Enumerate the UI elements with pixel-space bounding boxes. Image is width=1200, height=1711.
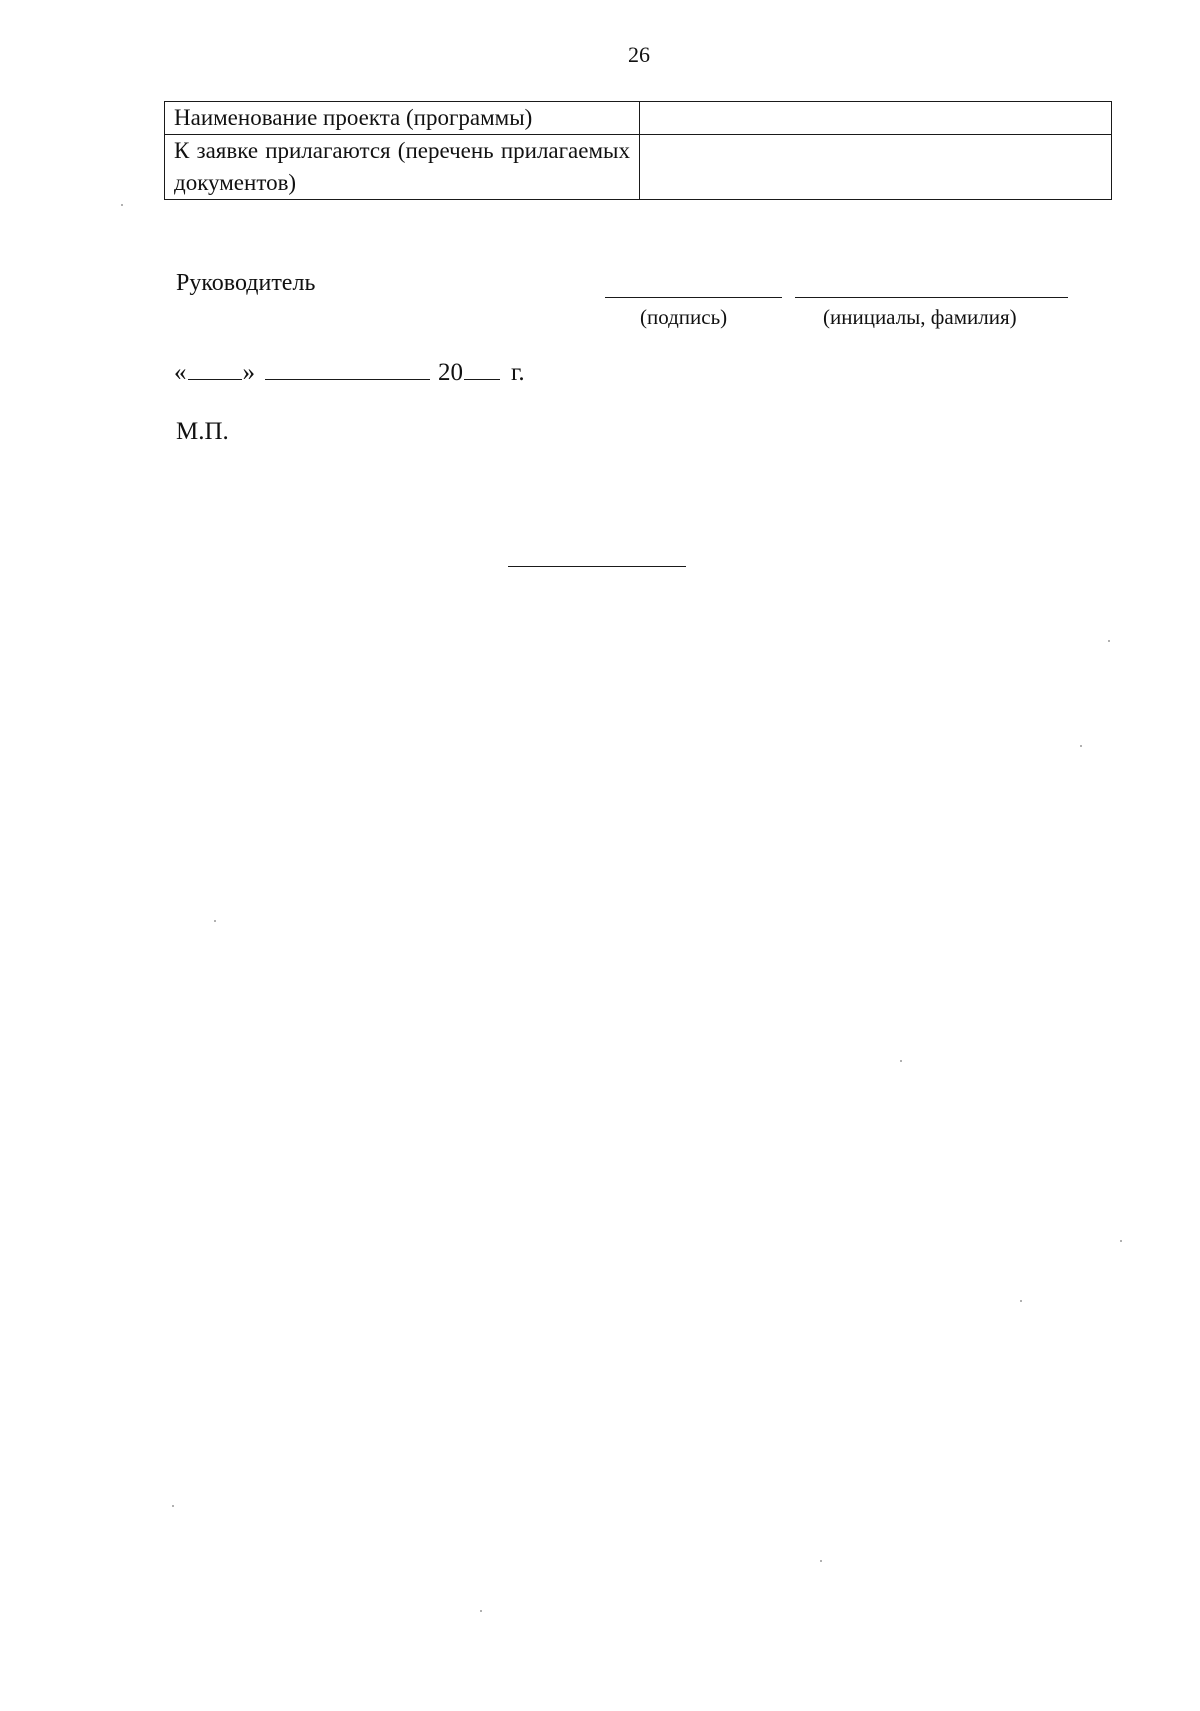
project-name-value-cell[interactable] bbox=[640, 102, 1112, 135]
end-rule bbox=[508, 566, 686, 567]
scan-speck bbox=[214, 920, 216, 922]
scan-speck bbox=[121, 204, 123, 206]
head-label: Руководитель bbox=[176, 270, 316, 296]
scan-speck bbox=[1120, 1240, 1122, 1242]
project-name-label: Наименование проекта (программы) bbox=[165, 102, 640, 135]
application-table bbox=[164, 101, 1112, 200]
scan-speck bbox=[1108, 640, 1110, 642]
attachments-value bbox=[649, 135, 1102, 167]
scan-speck bbox=[900, 1060, 902, 1062]
year-blank[interactable] bbox=[464, 357, 500, 380]
date-line bbox=[174, 357, 525, 387]
project-name-value bbox=[649, 102, 1102, 134]
name-line[interactable] bbox=[795, 297, 1068, 298]
signature-caption: (подпись) bbox=[640, 305, 728, 329]
scan-speck bbox=[820, 1560, 822, 1562]
scan-speck bbox=[1020, 1300, 1022, 1302]
year-suffix: г. bbox=[511, 359, 525, 386]
name-caption: (инициалы, фамилия) bbox=[823, 305, 1017, 329]
signature-line[interactable] bbox=[605, 297, 782, 298]
close-quote: » bbox=[242, 359, 255, 386]
scan-speck bbox=[1080, 745, 1082, 747]
month-blank[interactable] bbox=[265, 357, 430, 380]
scan-speck bbox=[172, 1505, 174, 1507]
year-century: 20 bbox=[438, 359, 463, 386]
table-row bbox=[165, 102, 1112, 135]
seal-label: М.П. bbox=[176, 418, 229, 445]
table-row bbox=[165, 135, 1112, 200]
day-blank[interactable] bbox=[188, 357, 242, 380]
attachments-label: К заявке прилагаются (перечень прилагаемых документов) bbox=[165, 135, 640, 200]
page-number: 26 bbox=[628, 42, 650, 67]
attachments-value-cell[interactable] bbox=[640, 135, 1112, 200]
open-quote: « bbox=[174, 359, 187, 386]
scan-speck bbox=[480, 1610, 482, 1612]
